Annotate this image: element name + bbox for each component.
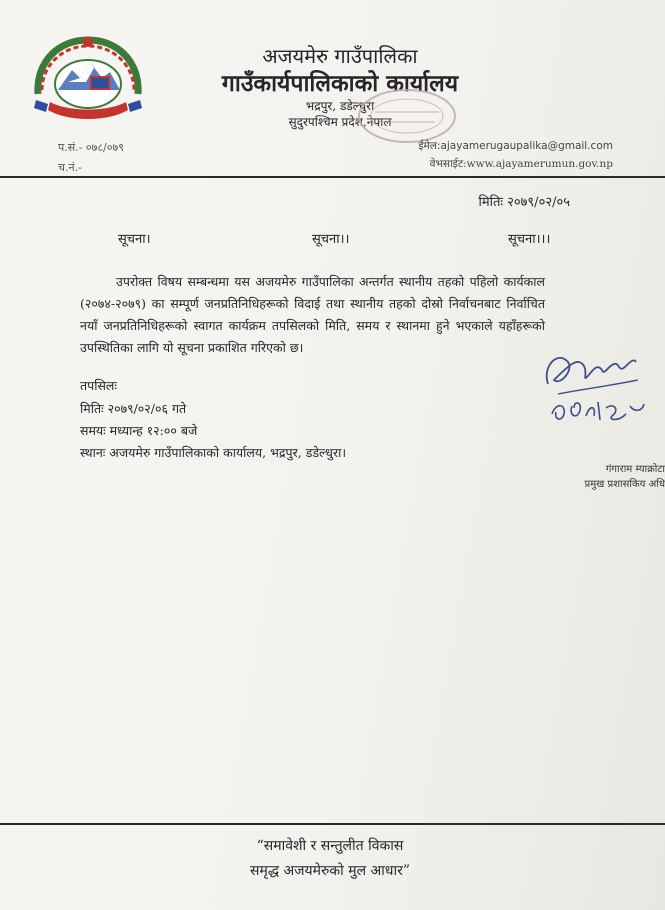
signer-name: गंगाराम म्याक्रोटा: [605, 464, 665, 475]
dispatch-number: च.नं.-: [58, 161, 82, 174]
footer-divider: [0, 823, 665, 825]
office-province: सुदुरपश्चिम प्रदेश,नेपाल: [288, 115, 392, 129]
reference-number: प.सं.- ०७८/०७९: [58, 141, 124, 154]
motto-line1: “समावेशी र सन्तुलीत विकास: [256, 838, 404, 854]
event-date: मितिः २०७९/०२/०६ गते: [80, 401, 187, 416]
notice-heading-2: सूचना।।: [312, 232, 350, 247]
motto-line2: समृद्ध अजयमेरुको मुल आधार”: [250, 863, 410, 879]
email-address: ईमेल:ajayamerugaupalika@gmail.com: [418, 140, 613, 152]
notice-heading-3: सूचना।।।: [508, 232, 551, 247]
header-divider: [0, 176, 665, 178]
notice-heading-1: सूचना।: [118, 232, 151, 247]
details-heading: तपसिलः: [80, 378, 117, 393]
handwritten-signature-icon: [538, 336, 648, 431]
office-name-line2: गाउँकार्यपालिकाको कार्यालय: [221, 70, 459, 97]
website-address: वेभसाईट:www.ajayamerumun.gov.np: [429, 158, 613, 170]
signer-title: प्रमुख प्रशासकिय अधि: [584, 479, 665, 490]
nepal-emblem-icon: [28, 32, 148, 127]
office-name-line1: अजयमेरु गाउँपालिका: [262, 44, 418, 68]
event-time: समयः मध्यान्ह १२:०० बजे: [80, 423, 198, 438]
office-address: भद्रपुर, डडेल्धुरा: [305, 99, 375, 113]
event-place: स्थानः अजयमेरु गाउँपालिकाको कार्यालय, भद्रपुर, डडेल्धुरा।: [80, 445, 347, 460]
notice-body: उपरोक्त विषय सम्बन्धमा यस अजयमेरु गाउँपालिका अन्तर्गत स्थानीय तहको पहिलो कार्यकाल (२०७४-२०७९) का सम्पूर्ण जनप्रतिनिधिहरूको विदाई तथा स्थानीय तहको दोस्रो निर्वाचनबाट निर्वाचित नयाँ जनप्रतिनिधिहरूको स्वागत कार्यक्रम तपसिलको मिति, समय र स्थानमा हुने भएकाले यहाँहरूको उपस्थितिका लागि यो सूचना प्रकाशित गरिएको छ।: [80, 274, 545, 355]
letter-date: मितिः २०७९/०२/०५: [478, 195, 570, 210]
